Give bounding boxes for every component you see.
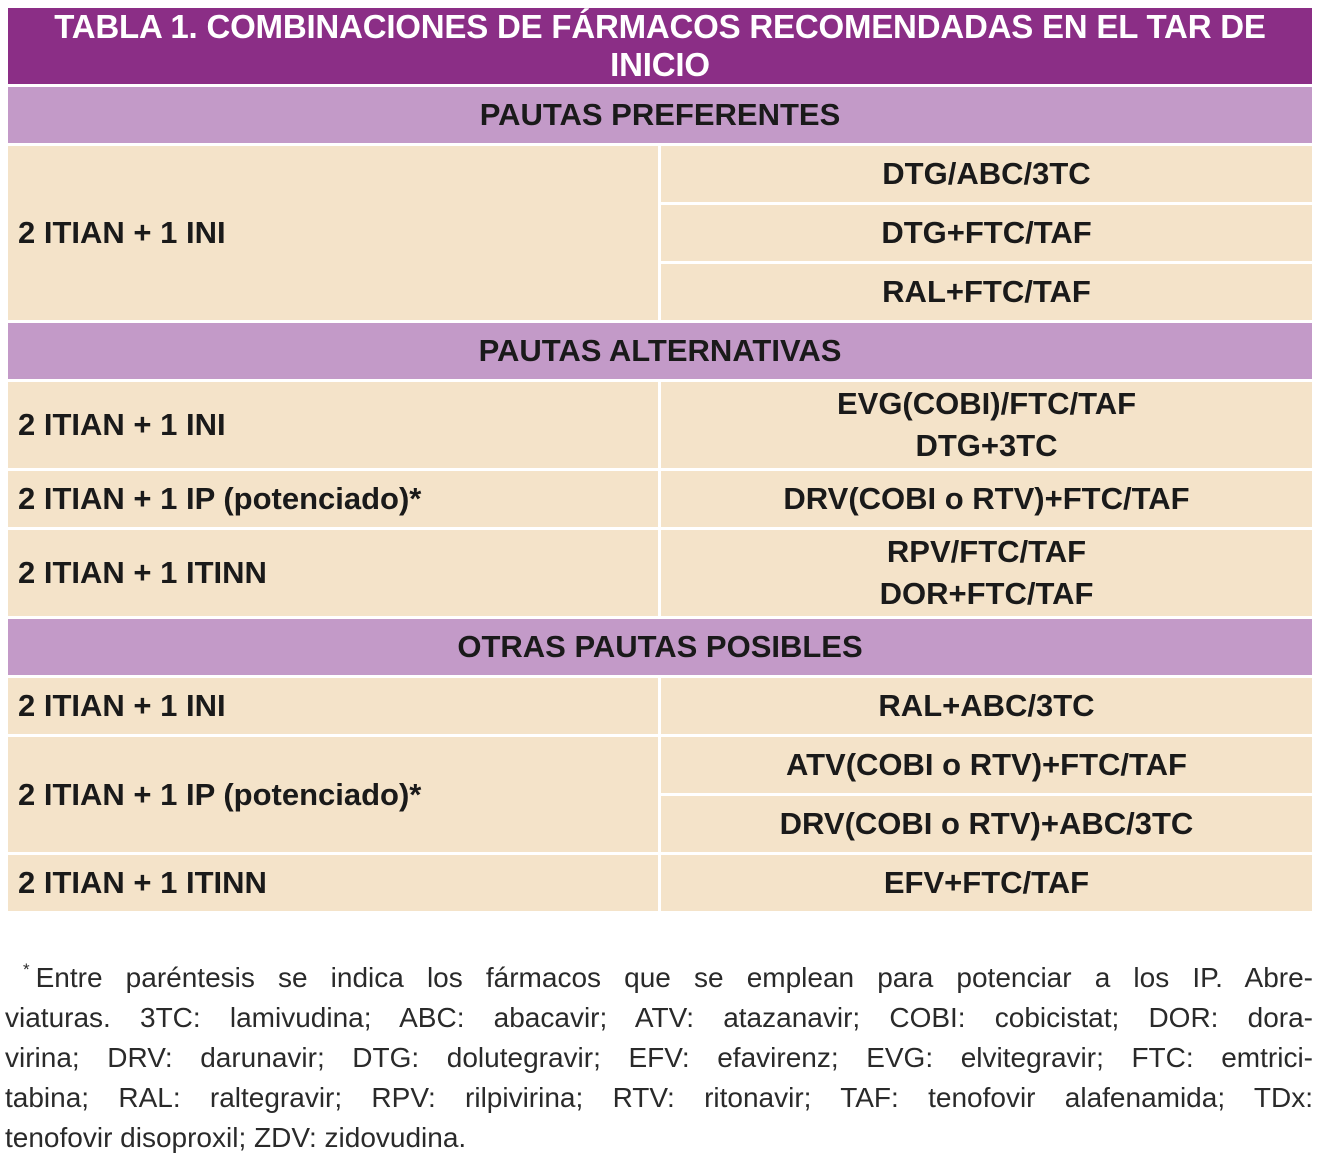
regimen-category: 2 ITIAN + 1 ITINN — [7, 854, 660, 913]
section-header-row — [7, 86, 1314, 145]
table-title: TABLA 1. COMBINACIONES DE FÁRMACOS RECOMENDADAS EN EL TAR DE INICIO — [7, 7, 1314, 86]
regimen-cell: RAL+FTC/TAF — [660, 263, 1314, 322]
section-heading: PAUTAS ALTERNATIVAS — [7, 322, 1314, 381]
regimen-category: 2 ITIAN + 1 ITINN — [7, 529, 660, 618]
regimen-table — [5, 5, 1315, 914]
regimen-cell: RAL+ABC/3TC — [660, 677, 1314, 736]
regimen-cell: DTG+FTC/TAF — [660, 204, 1314, 263]
table-row — [7, 145, 1314, 204]
regimen-category: 2 ITIAN + 1 IP (potenciado)* — [7, 736, 660, 854]
footnote-line: tenofovir disoproxil; ZDV: zidovudina. — [5, 1122, 467, 1153]
footnote-text: Entre paréntesis se indica los fármacos que se emplean para potenciar a los IP. Abre- — [35, 962, 1313, 993]
regimen-category: 2 ITIAN + 1 INI — [7, 677, 660, 736]
section-heading: OTRAS PAUTAS POSIBLES — [7, 618, 1314, 677]
regimen-cell: DRV(COBI o RTV)+FTC/TAF — [660, 470, 1314, 529]
section-header-row — [7, 618, 1314, 677]
regimen-cell: EFV+FTC/TAF — [660, 854, 1314, 913]
footnote-asterisk: * — [23, 960, 30, 979]
regimen-cell: DTG/ABC/3TC — [660, 145, 1314, 204]
footnote-line: viaturas. 3TC: lamivudina; ABC: abacavir; ATV: atazanavir; COBI: cobicistat; DOR: dora- — [5, 1002, 1313, 1033]
footnote-line — [5, 950, 1313, 998]
table-row — [7, 677, 1314, 736]
section-header-row — [7, 322, 1314, 381]
regimen-category: 2 ITIAN + 1 INI — [7, 145, 660, 322]
regimen-line: DTG+3TC — [915, 428, 1058, 463]
table-row — [7, 854, 1314, 913]
regimen-cell: ATV(COBI o RTV)+FTC/TAF — [660, 736, 1314, 795]
footnote-line: virina; DRV: darunavir; DTG: dolutegravir; EFV: efavirenz; EVG: elvitegravir; FTC: emtrici- — [5, 1042, 1313, 1073]
regimen-category: 2 ITIAN + 1 INI — [7, 381, 660, 470]
footnote-line: tabina; RAL: raltegravir; RPV: rilpivirina; RTV: ritonavir; TAF: tenofovir alafenamida; TDx: — [5, 1082, 1313, 1113]
regimen-cell — [660, 381, 1314, 470]
regimen-line: DOR+FTC/TAF — [879, 576, 1094, 611]
footnote — [5, 950, 1313, 1158]
table-row — [7, 529, 1314, 618]
regimen-cell — [660, 529, 1314, 618]
section-heading: PAUTAS PREFERENTES — [7, 86, 1314, 145]
regimen-line: RPV/FTC/TAF — [886, 534, 1087, 569]
regimen-cell: DRV(COBI o RTV)+ABC/3TC — [660, 795, 1314, 854]
regimen-category: 2 ITIAN + 1 IP (potenciado)* — [7, 470, 660, 529]
table-title-row — [7, 7, 1314, 86]
table-row — [7, 381, 1314, 470]
table-row — [7, 736, 1314, 795]
regimen-line: EVG(COBI)/FTC/TAF — [836, 386, 1137, 421]
table-row — [7, 470, 1314, 529]
